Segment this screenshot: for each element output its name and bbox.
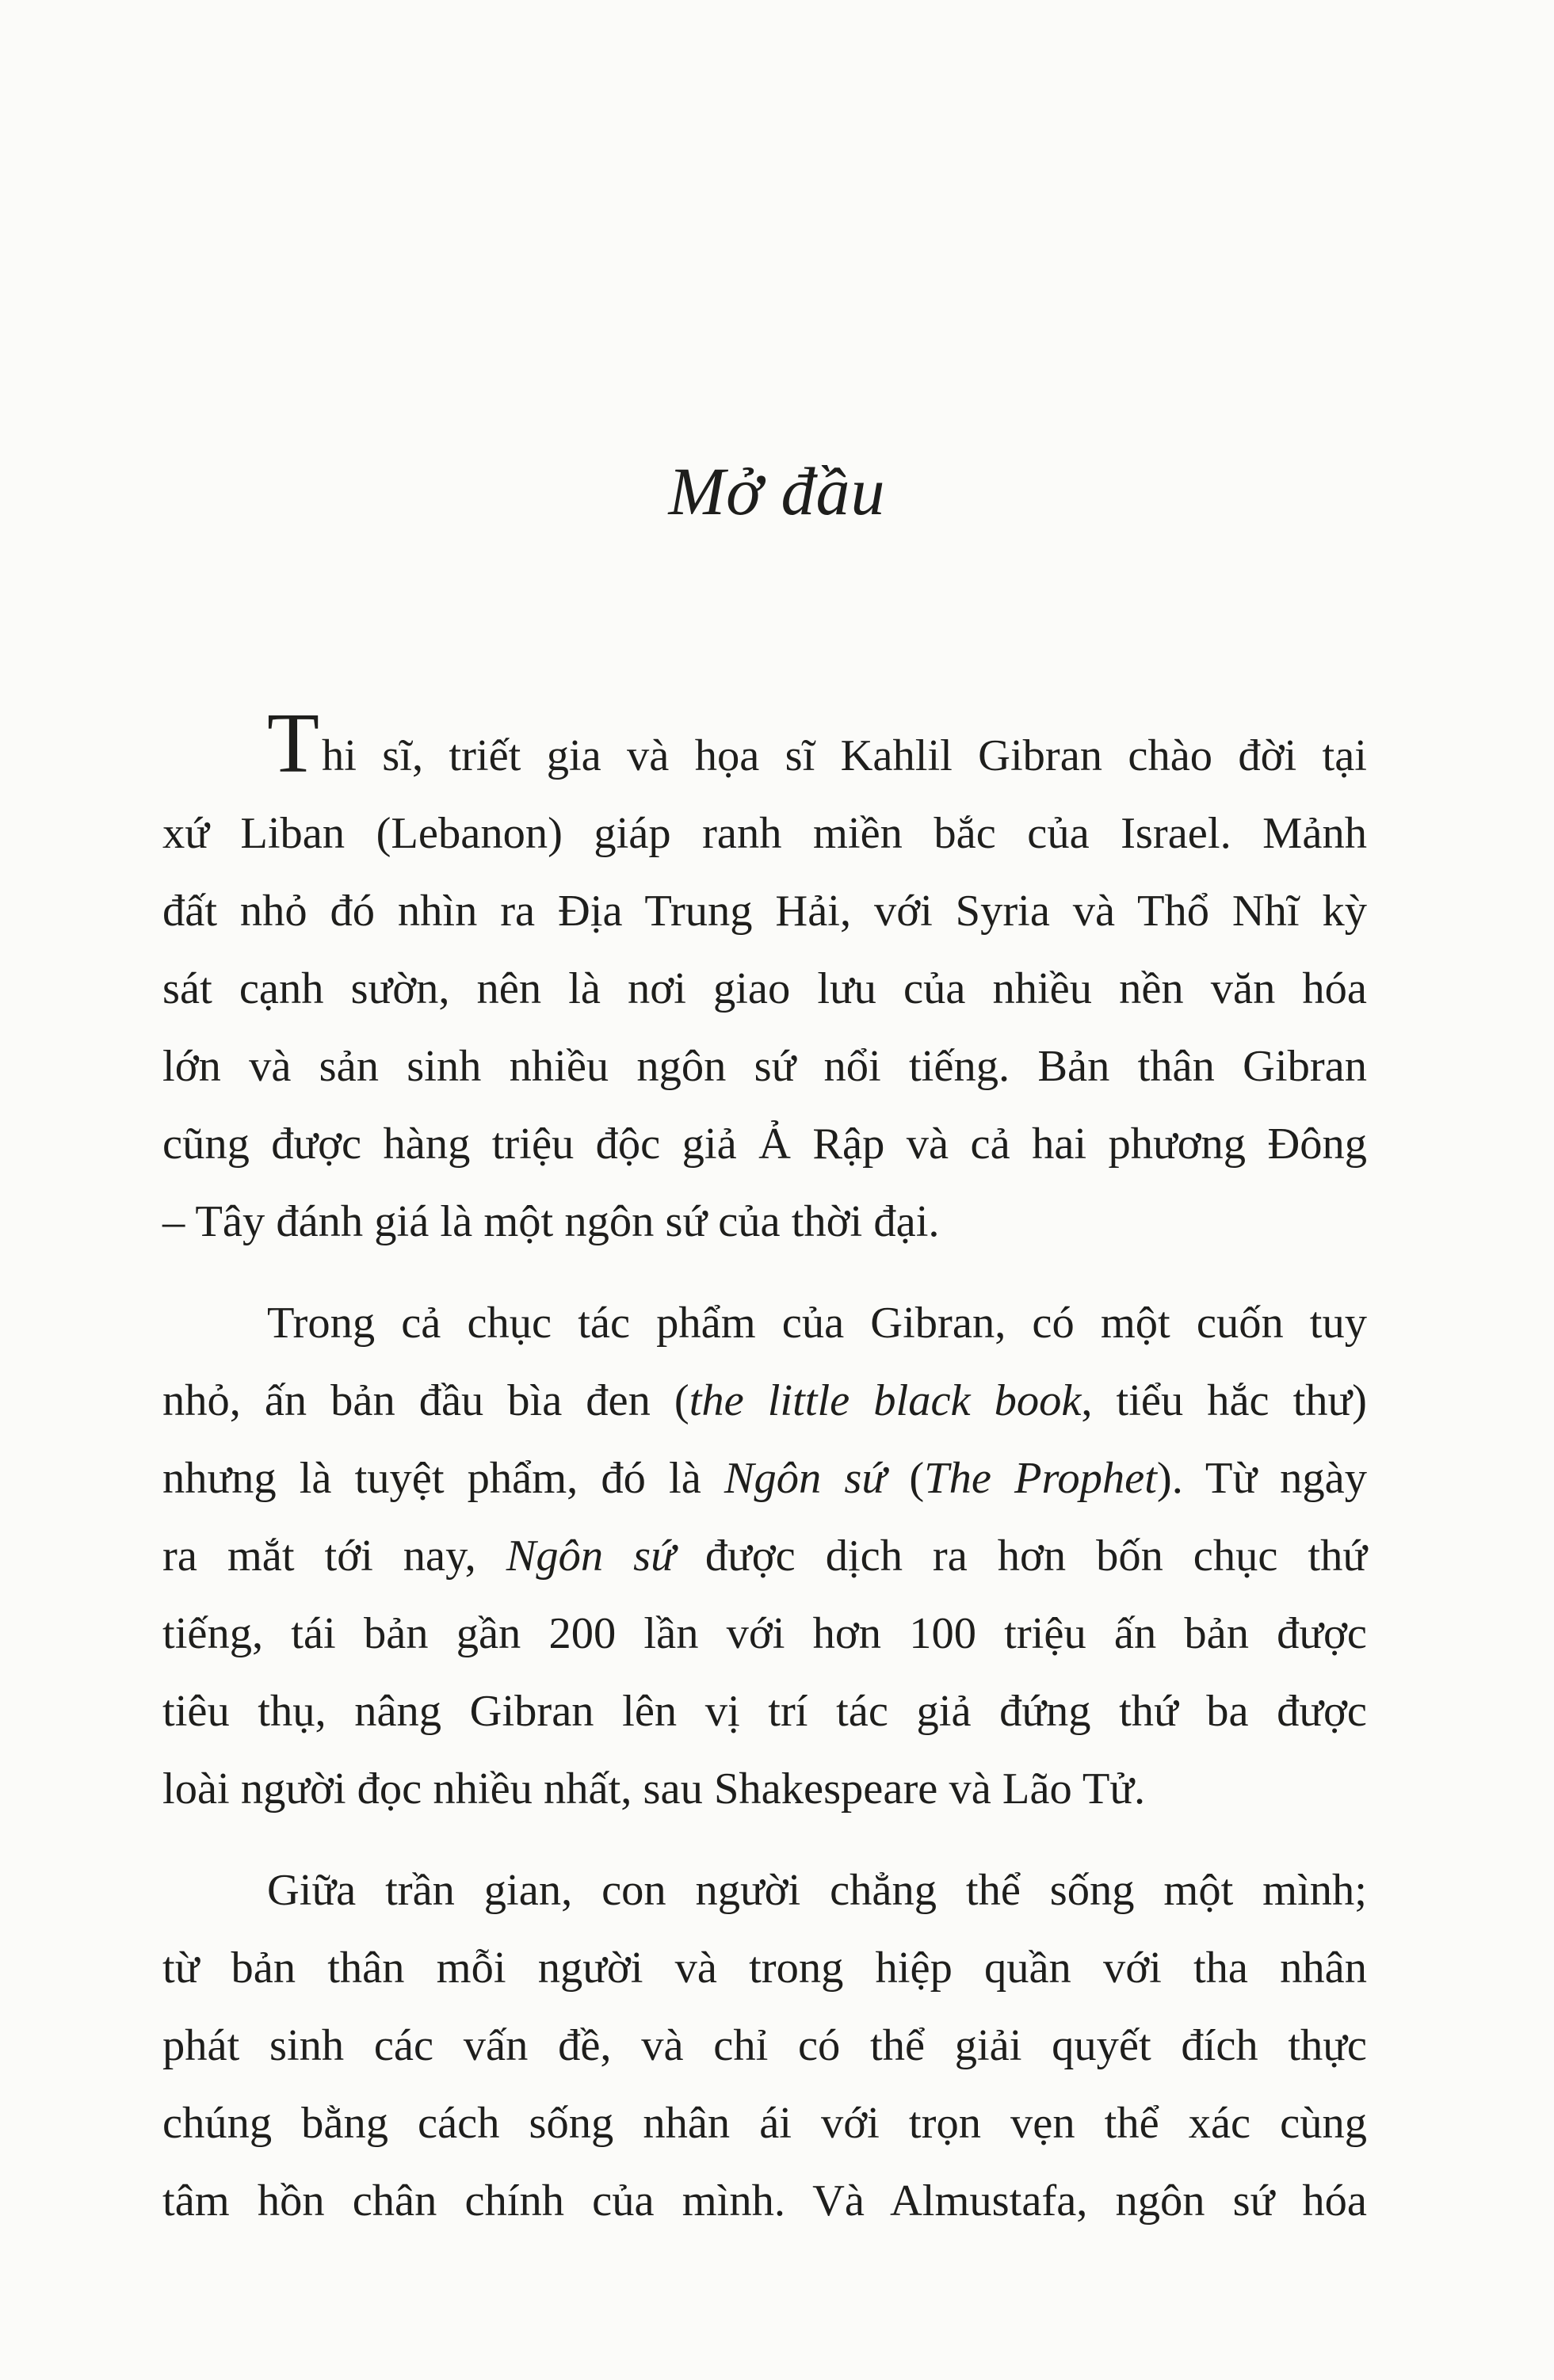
paragraph-line: nhỏ, ấn bản đầu bìa đen (the little black book, tiểu hắc thư) (162, 1376, 1367, 1425)
paragraph-line: chúng bằng cách sống nhân ái với trọn vẹn thể xác cùng (162, 2099, 1367, 2148)
paragraph-line: Trong cả chục tác phẩm của Gibran, có một cuốn tuy (267, 1299, 1367, 1348)
paragraph-line: tiếng, tái bản gần 200 lần với hơn 100 triệu ấn bản được (162, 1609, 1367, 1658)
paragraph-line: từ bản thân mỗi người và trong hiệp quần với tha nhân (162, 1943, 1367, 1993)
paragraph-line: tâm hồn chân chính của mình. Và Almustafa, ngôn sứ hóa (162, 2176, 1367, 2226)
italic-title: the little black book (689, 1376, 1082, 1425)
paragraph-3 (162, 1852, 1367, 2240)
paragraph-line: xứ Liban (Lebanon) giáp ranh miền bắc của Israel. Mảnh (162, 809, 1367, 858)
body-text (162, 696, 1367, 2240)
paragraph-line: đất nhỏ đó nhìn ra Địa Trung Hải, với Syria và Thổ Nhĩ kỳ (162, 887, 1367, 936)
paragraph-line: nhưng là tuyệt phẩm, đó là Ngôn sứ (The Prophet). Từ ngày (162, 1454, 1367, 1503)
paragraph-line: phát sinh các vấn đề, và chỉ có thể giải quyết đích thực (162, 2021, 1367, 2070)
chapter-title: Mở đầu (668, 453, 886, 529)
drop-cap: T (267, 696, 319, 791)
italic-title: Ngôn sứ (506, 1531, 675, 1581)
paragraph-line: lớn và sản sinh nhiều ngôn sứ nổi tiếng. Bản thân Gibran (162, 1042, 1367, 1091)
paragraph-line: sát cạnh sườn, nên là nơi giao lưu của nhiều nền văn hóa (162, 964, 1367, 1013)
paragraph-2 (162, 1284, 1367, 1828)
italic-title: The Prophet (924, 1454, 1157, 1503)
paragraph-line: Thi sĩ, triết gia và họa sĩ Kahlil Gibran chào đời tại (267, 696, 1367, 791)
paragraph-line: Giữa trần gian, con người chẳng thể sống một mình; (267, 1866, 1367, 1915)
paragraph-line: cũng được hàng triệu độc giả Ả Rập và cả hai phương Đông (162, 1119, 1367, 1169)
paragraph-line: tiêu thụ, nâng Gibran lên vị trí tác giả đứng thứ ba được (162, 1687, 1367, 1736)
italic-title: Ngôn sứ (724, 1454, 887, 1503)
paragraph-line: – Tây đánh giá là một ngôn sứ của thời đại. (162, 1197, 940, 1246)
paragraph-1 (162, 696, 1367, 1261)
paragraph-line: ra mắt tới nay, Ngôn sứ được dịch ra hơn bốn chục thứ (162, 1531, 1367, 1581)
paragraph-line: loài người đọc nhiều nhất, sau Shakespeare và Lão Tử. (162, 1764, 1146, 1814)
